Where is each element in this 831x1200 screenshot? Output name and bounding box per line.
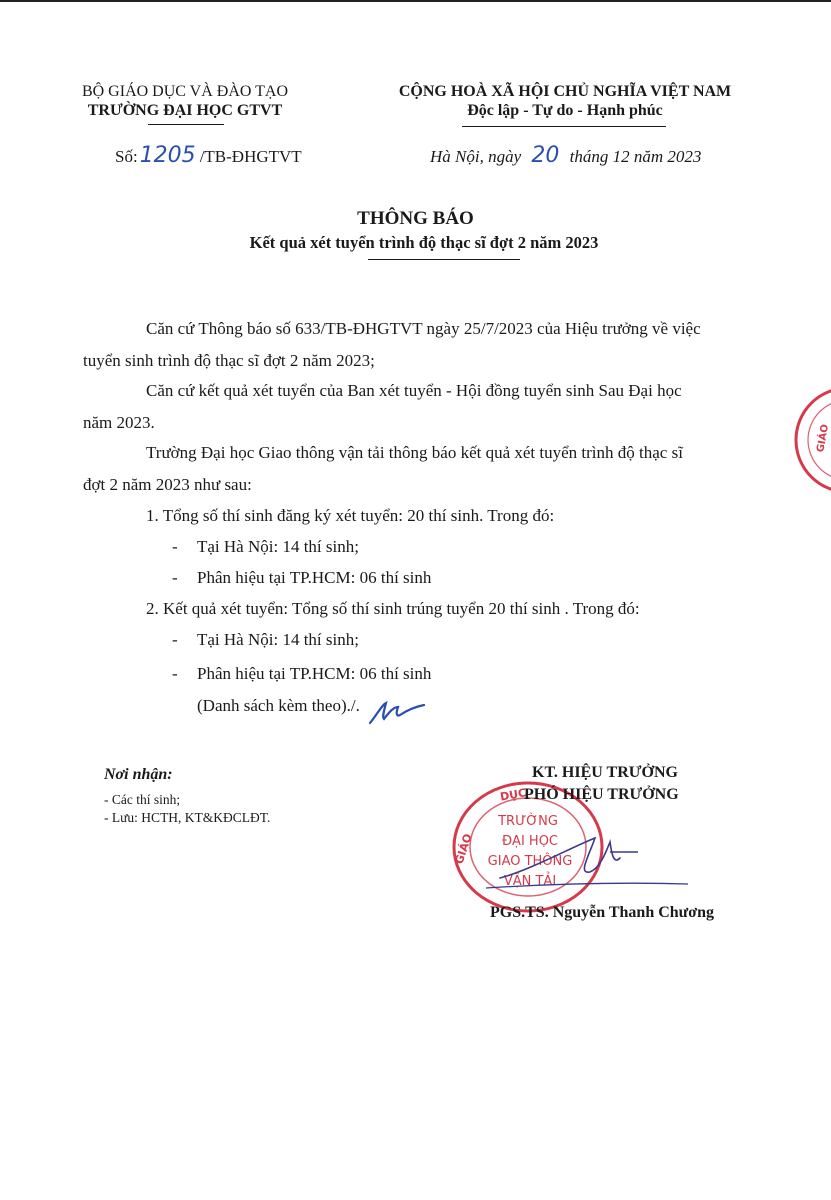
country-name: CỘNG HOÀ XÃ HỘI CHỦ NGHĨA VIỆT NAM bbox=[398, 83, 732, 100]
list-item-1-sub-1: Tại Hà Nội: 14 thí sinh; bbox=[197, 537, 359, 556]
list-item-2-sub-1: Tại Hà Nội: 14 thí sinh; bbox=[197, 630, 359, 649]
notice-title: THÔNG BÁO bbox=[357, 208, 474, 229]
edge-seal-text: GIÁO bbox=[815, 423, 831, 454]
seal-line-4: VẬN TẢI bbox=[503, 874, 557, 889]
doc-number-suffix: /TB-ĐHGTVT bbox=[199, 147, 302, 166]
recipients-line-1: - Các thí sinh; bbox=[104, 792, 181, 807]
paragraph-3-line-2: đợt 2 năm 2023 như sau: bbox=[83, 475, 252, 494]
paragraph-1-line-1: Căn cứ Thông báo số 633/TB-ĐHGTVT ngày 25/7/2023 của Hiệu trưởng về việc bbox=[146, 319, 701, 338]
attachment-note: (Danh sách kèm theo)./. bbox=[197, 696, 360, 715]
seal-line-2: ĐẠI HỌC bbox=[501, 834, 559, 849]
signature-title-2: PHÓ HIỆU TRƯỞNG bbox=[524, 786, 679, 803]
subtitle-underline bbox=[368, 259, 520, 260]
seal-ring-text-top: DỤC bbox=[499, 786, 528, 804]
paragraph-1-line-2: tuyển sinh trình độ thạc sĩ đợt 2 năm 2023; bbox=[83, 351, 375, 370]
university-name: TRƯỜNG ĐẠI HỌC GTVT bbox=[87, 102, 283, 119]
paragraph-2-line-2: năm 2023. bbox=[83, 413, 155, 432]
signature-title-1: KT. HIỆU TRƯỞNG bbox=[532, 764, 678, 781]
list-item-1-sub-2: Phân hiệu tại TP.HCM: 06 thí sinh bbox=[197, 568, 432, 587]
doc-number-prefix: Số: bbox=[115, 147, 138, 166]
list-item-2-sub-2: Phân hiệu tại TP.HCM: 06 thí sinh bbox=[197, 664, 432, 683]
ministry-name: BỘ GIÁO DỤC VÀ ĐÀO TẠO bbox=[81, 83, 289, 100]
list-item-1-dash-2: - bbox=[172, 568, 178, 587]
top-border bbox=[0, 0, 831, 2]
list-item-2: 2. Kết quả xét tuyển: Tổng số thí sinh trúng tuyển 20 thí sinh . Trong đó: bbox=[146, 599, 640, 618]
date-day-handwritten: 20 bbox=[531, 143, 560, 168]
document-date bbox=[430, 143, 701, 168]
list-item-2-dash-1: - bbox=[172, 630, 178, 649]
edge-seal-partial bbox=[790, 385, 831, 495]
document-number bbox=[115, 143, 302, 168]
signer-name: PGS.TS. Nguyễn Thanh Chương bbox=[490, 904, 715, 921]
left-header-underline bbox=[148, 124, 224, 125]
seal-line-1: TRƯỜNG bbox=[498, 814, 558, 829]
signature-scrawl bbox=[470, 808, 700, 898]
motto-underline bbox=[462, 126, 666, 127]
national-motto: Độc lập - Tự do - Hạnh phúc bbox=[467, 102, 663, 119]
date-prefix: Hà Nội, ngày bbox=[430, 147, 522, 166]
recipients-label: Nơi nhận: bbox=[104, 766, 173, 783]
paragraph-2-line-1: Căn cứ kết quả xét tuyển của Ban xét tuyển - Hội đồng tuyển sinh Sau Đại học bbox=[146, 381, 682, 400]
list-item-1: 1. Tổng số thí sinh đăng ký xét tuyển: 20 thí sinh. Trong đó: bbox=[146, 506, 555, 525]
paragraph-3-line-1: Trường Đại học Giao thông vận tải thông báo kết quả xét tuyển trình độ thạc sĩ bbox=[146, 443, 683, 462]
list-item-2-dash-2: - bbox=[172, 664, 178, 683]
date-suffix: tháng 12 năm 2023 bbox=[569, 147, 702, 166]
seal-line-3: GIAO THÔNG bbox=[487, 854, 573, 869]
recipients-line-2: - Lưu: HCTH, KT&KĐCLĐT. bbox=[104, 810, 271, 825]
list-item-1-dash-1: - bbox=[172, 537, 178, 556]
notice-subtitle: Kết quả xét tuyển trình độ thạc sĩ đợt 2 năm 2023 bbox=[249, 233, 599, 252]
initials-signature bbox=[360, 693, 430, 731]
seal-ring-text-left: GIÁO bbox=[452, 832, 475, 866]
doc-number-handwritten: 1205 bbox=[139, 143, 196, 168]
